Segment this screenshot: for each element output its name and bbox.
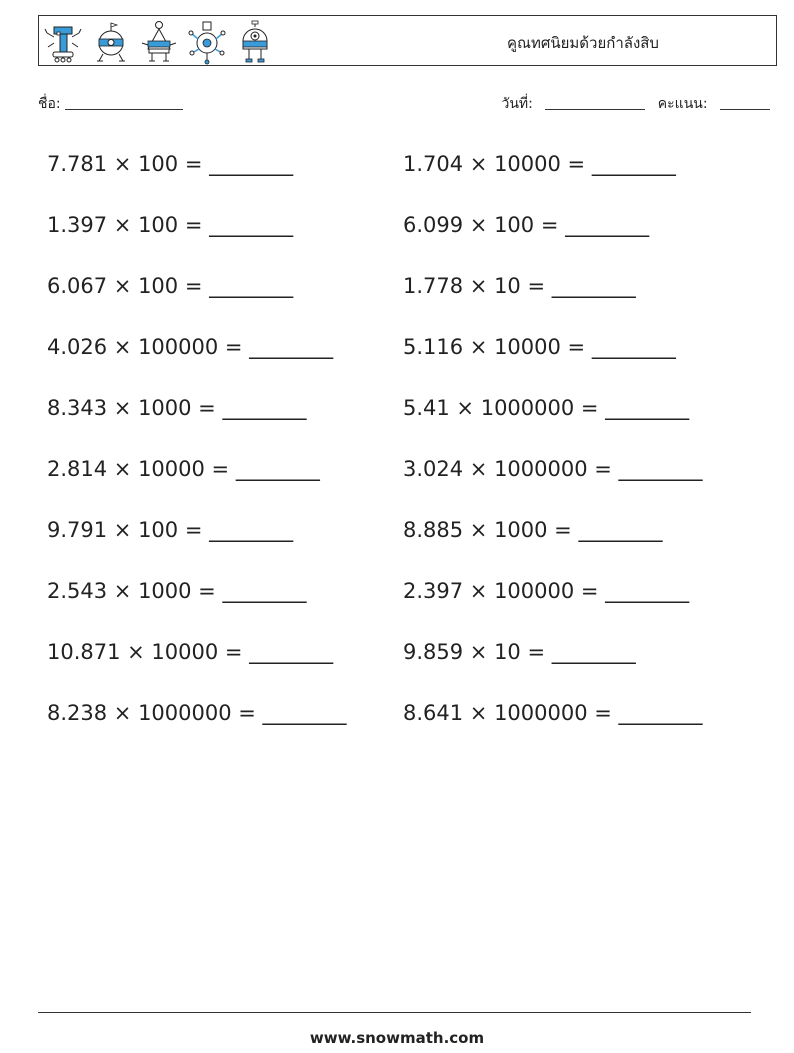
problem-11: 2.814 × 10000 = ________ <box>47 457 320 481</box>
date-line[interactable] <box>545 109 645 110</box>
header-box <box>38 15 777 66</box>
problem-grid <box>0 138 794 748</box>
robot-3-icon <box>139 19 179 65</box>
robot-2-icon <box>91 19 131 65</box>
robot-4-icon <box>187 19 227 65</box>
score-line[interactable] <box>720 109 770 110</box>
problem-17: 10.871 × 10000 = ________ <box>47 640 334 664</box>
problem-4: 6.099 × 100 = ________ <box>403 213 650 237</box>
problem-14: 8.885 × 1000 = ________ <box>403 518 663 542</box>
problem-10: 5.41 × 1000000 = ________ <box>403 396 690 420</box>
problem-8: 5.116 × 10000 = ________ <box>403 335 676 359</box>
problem-6: 1.778 × 10 = ________ <box>403 274 636 298</box>
problem-3: 1.397 × 100 = ________ <box>47 213 294 237</box>
problem-16: 2.397 × 100000 = ________ <box>403 579 690 603</box>
problem-1: 7.781 × 100 = ________ <box>47 152 294 176</box>
score-label: คะแนน: <box>657 96 708 112</box>
problem-5: 6.067 × 100 = ________ <box>47 274 294 298</box>
footer-website: www.snowmath.com <box>309 1029 485 1047</box>
robot-5-icon <box>235 19 275 65</box>
name-field[interactable] <box>38 93 183 115</box>
footer-divider <box>38 1012 751 1013</box>
problem-12: 3.024 × 1000000 = ________ <box>403 457 703 481</box>
problem-13: 9.791 × 100 = ________ <box>47 518 294 542</box>
worksheet-title: คูณทศนิยมด้วยกำลังสิบ <box>507 34 659 52</box>
robot-1-icon <box>43 19 83 65</box>
robot-icons <box>43 19 275 65</box>
problem-7: 4.026 × 100000 = ________ <box>47 335 334 359</box>
date-score-fields <box>501 93 770 115</box>
problem-20: 8.641 × 1000000 = ________ <box>403 701 703 725</box>
problem-15: 2.543 × 1000 = ________ <box>47 579 307 603</box>
problem-2: 1.704 × 10000 = ________ <box>403 152 676 176</box>
date-field[interactable] <box>501 96 649 112</box>
name-line[interactable] <box>65 109 183 110</box>
problem-9: 8.343 × 1000 = ________ <box>47 396 307 420</box>
score-field[interactable] <box>658 96 770 112</box>
problem-19: 8.238 × 1000000 = ________ <box>47 701 347 725</box>
problem-18: 9.859 × 10 = ________ <box>403 640 636 664</box>
name-label: ชื่อ: <box>38 96 61 112</box>
date-label: วันที่: <box>501 96 533 112</box>
